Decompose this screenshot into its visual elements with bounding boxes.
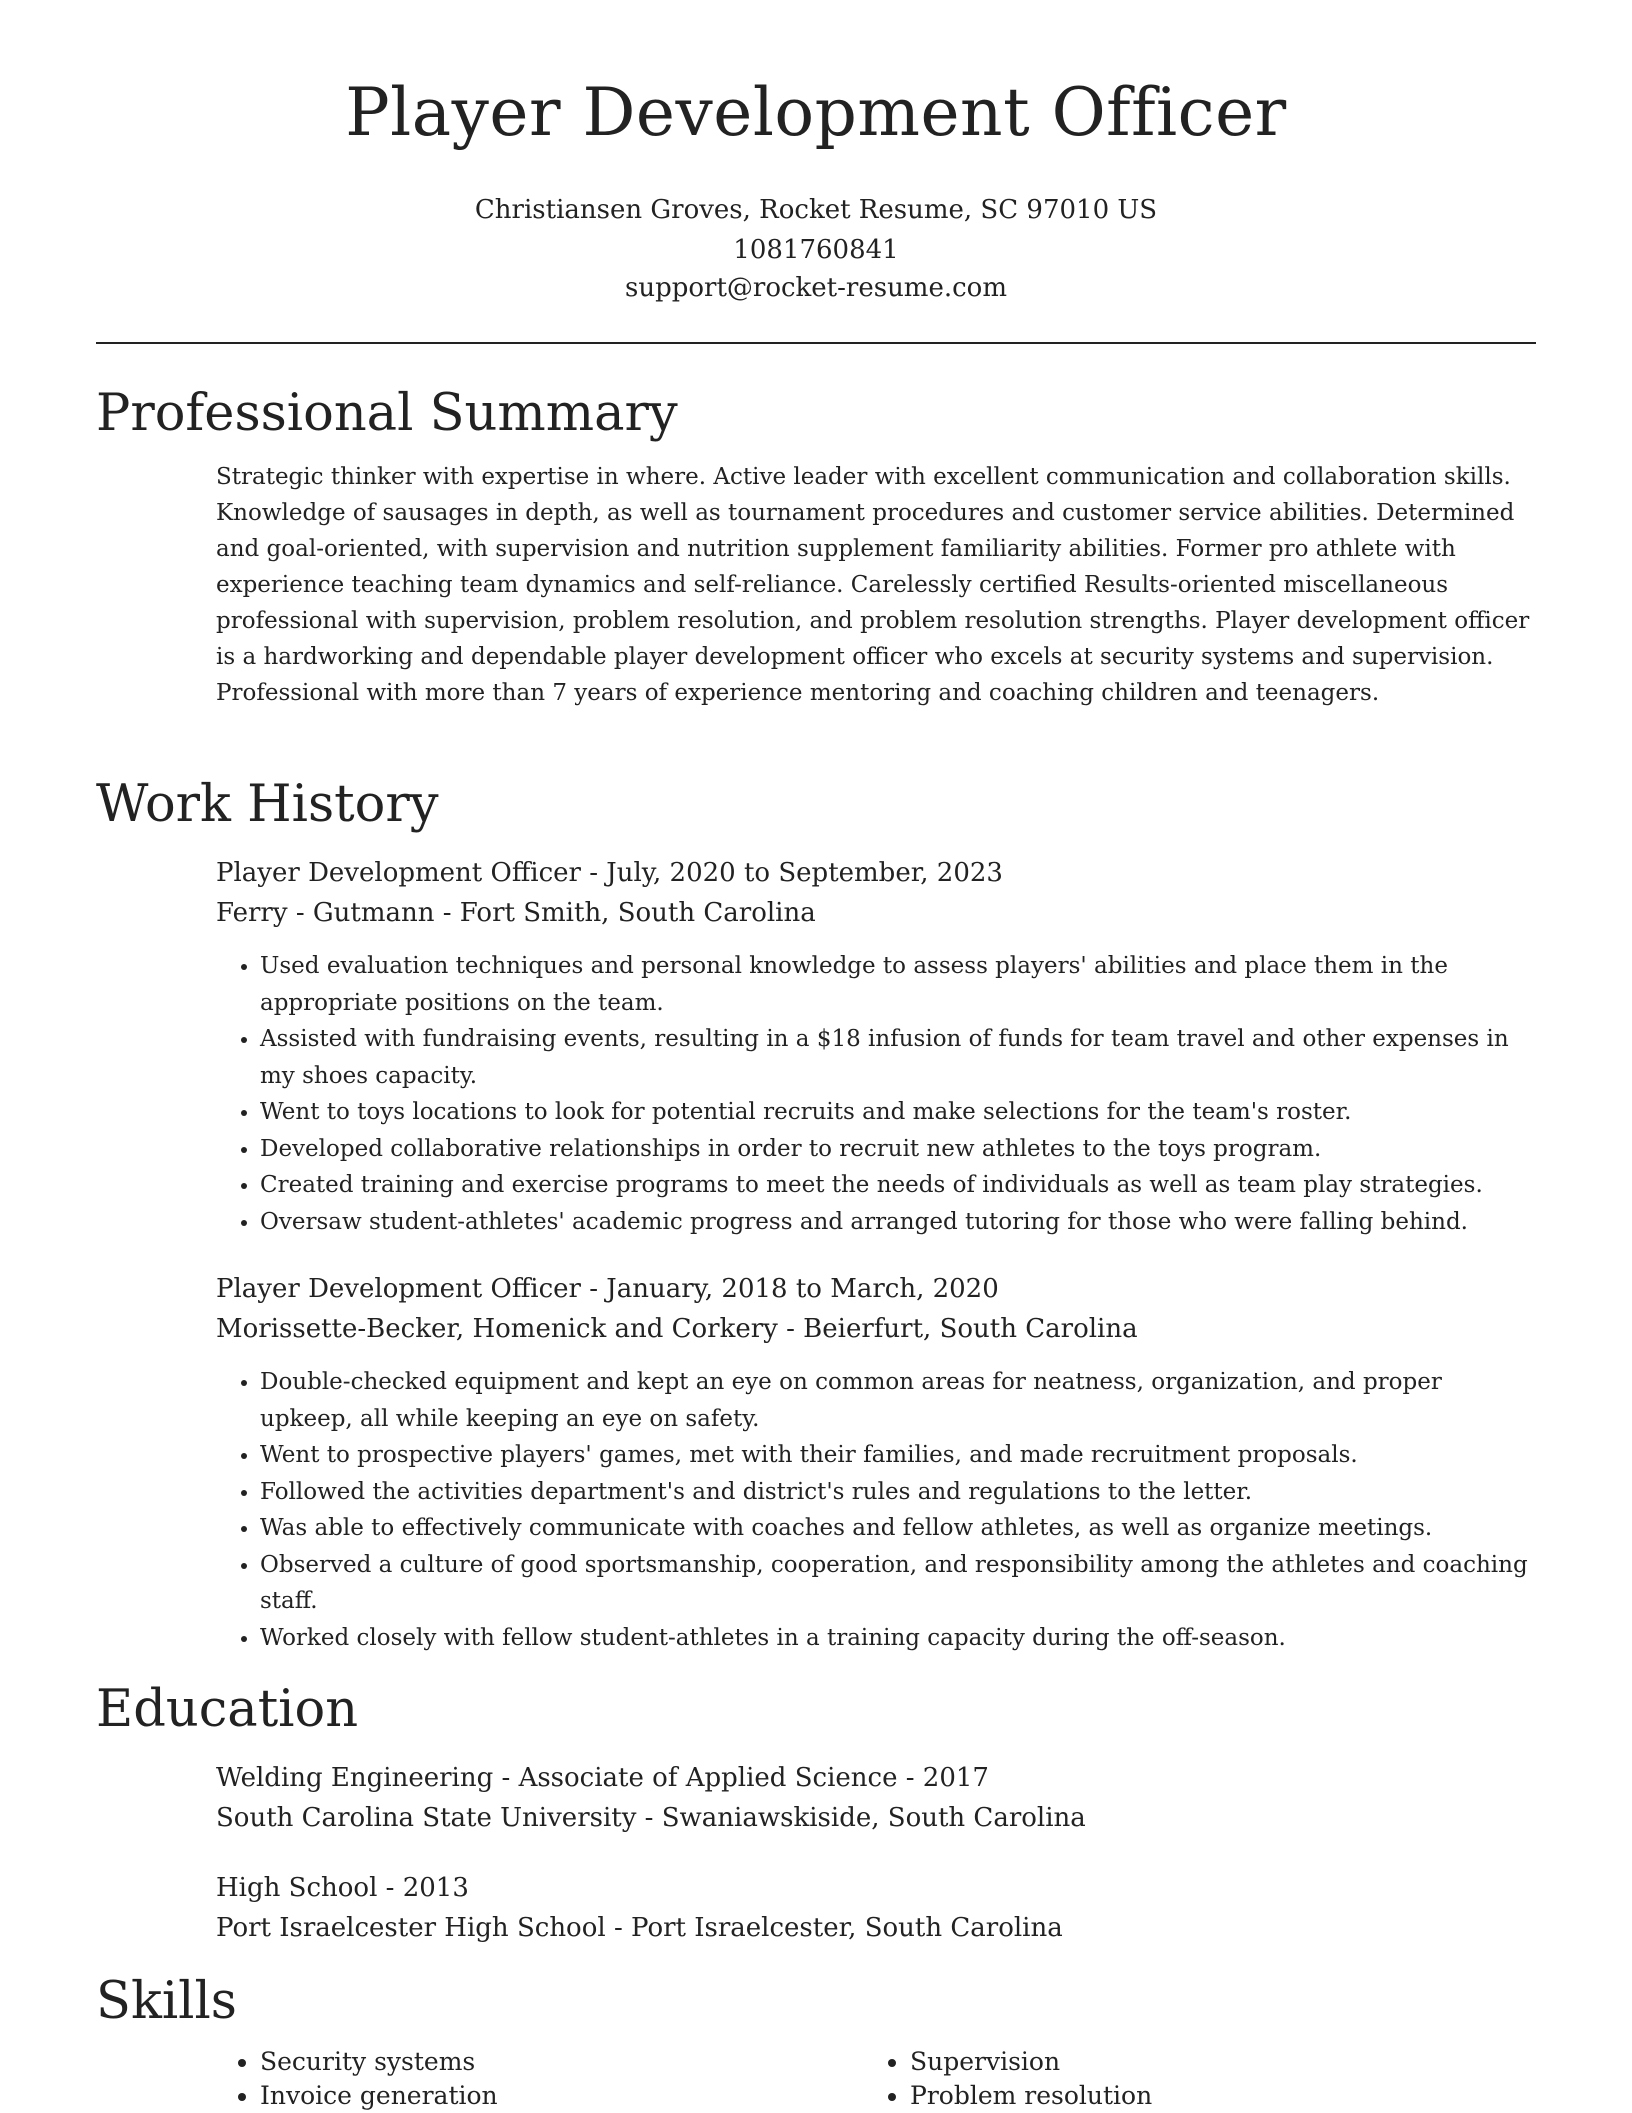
education-2-year: - 2013 [377, 1873, 469, 1903]
summary-text: Strategic thinker with expertise in where. Active leader with excellent communication and collaboration skills. Knowledge of sausages in depth, as well as tournament procedures and customer service abilities. Determined and goal-oriented, with supervision and nutrition supplement familiarity abilities. Former pro athlete with experience teaching team dynamics and self-reliance. Carelessly certified Results-oriented miscellaneous professional with supervision, problem resolution, and problem resolution strengths. Player development officer is a hardworking and dependable player development officer who excels at security systems and supervision. Professional with more than 7 years of experience mentoring and coaching children and teenagers. [216, 464, 1530, 706]
skills-heading: Skills [96, 1972, 237, 2031]
job-1-title-line [216, 853, 1536, 893]
summary-heading: Professional Summary [96, 384, 678, 443]
education-2-school-line [216, 1908, 1536, 1948]
contact-address: Christiansen Groves, Rocket Resume, SC 97010 US [474, 195, 1158, 225]
job-1-company: Ferry - Gutmann [216, 898, 435, 928]
list-item: • Used evaluation techniques and personal knowledge to assess players' abilities and place them in the appropriate positions on the team. [260, 948, 1536, 1021]
list-item: • Went to toys locations to look for potential recruits and make selections for the team's roster. [260, 1094, 1536, 1131]
education-1-degree: Welding Engineering - Associate of Applied Science [216, 1763, 898, 1793]
education-2-degree-line [216, 1868, 1536, 1908]
skill-item: • Security systems [260, 2045, 498, 2079]
list-item: • Oversaw student-athletes' academic progress and arranged tutoring for those who were falling behind. [260, 1204, 1536, 1241]
candidate-name: Player Development Officer [345, 74, 1287, 151]
education-heading: Education [96, 1680, 359, 1739]
list-item: • Assisted with fundraising events, resulting in a $18 infusion of funds for team travel and other expenses in my shoes capacity. [260, 1021, 1536, 1094]
list-item: • Developed collaborative relationships in order to recruit new athletes to the toys program. [260, 1131, 1536, 1168]
list-item: • Created training and exercise programs to meet the needs of individuals as well as team play strategies. [260, 1167, 1536, 1204]
job-2-title-line [216, 1269, 1536, 1309]
education-1-school: South Carolina State University [216, 1803, 637, 1833]
list-item: • Followed the activities department's and district's rules and regulations to the letter. [260, 1474, 1536, 1511]
contact-email[interactable]: support@rocket-resume.com [624, 273, 1007, 303]
list-item: • Worked closely with fellow student-athletes in a training capacity during the off-season. [260, 1620, 1536, 1657]
skill-item: • Problem resolution [910, 2079, 1152, 2113]
education-2-location: - Port Israelcester, South Carolina [605, 1913, 1063, 1943]
education-1-year: - 2017 [897, 1763, 989, 1793]
list-item: • Went to prospective players' games, met with their families, and made recruitment proposals. [260, 1437, 1536, 1474]
job-2-company-line [216, 1309, 1536, 1349]
job-2-role: Player Development Officer [216, 1274, 581, 1304]
skills-column-left [216, 2045, 498, 2113]
job-2-bullets [216, 1364, 1536, 1656]
job-1-location: - Fort Smith, South Carolina [434, 898, 816, 928]
education-2-degree: High School [216, 1873, 378, 1903]
skills-column-right [866, 2045, 1152, 2113]
job-2-company: Morissette-Becker, Homenick and Corkery [216, 1314, 778, 1344]
list-item: • Was able to effectively communicate with coaches and fellow athletes, as well as organize meetings. [260, 1510, 1536, 1547]
skill-item: • Supervision [910, 2045, 1152, 2079]
education-2-school: Port Israelcester High School [216, 1913, 606, 1943]
job-1-bullets [216, 948, 1536, 1240]
job-1-company-line [216, 893, 1536, 933]
education-1-degree-line [216, 1758, 1536, 1798]
job-1-dates: - July, 2020 to September, 2023 [580, 858, 1003, 888]
job-2-location: - Beierfurt, South Carolina [777, 1314, 1138, 1344]
education-1-school-line [216, 1798, 1536, 1838]
header-divider [96, 342, 1536, 344]
job-1-role: Player Development Officer [216, 858, 581, 888]
job-2-dates: - January, 2018 to March, 2020 [580, 1274, 999, 1304]
education-1-location: - Swaniawskiside, South Carolina [636, 1803, 1086, 1833]
list-item: • Double-checked equipment and kept an eye on common areas for neatness, organization, and proper upkeep, all while keeping an eye on safety. [260, 1364, 1536, 1437]
work-history-heading: Work History [96, 775, 439, 834]
contact-phone: 1081760841 [733, 235, 899, 265]
resume-page [96, 0, 1536, 2112]
skill-item: • Invoice generation [260, 2079, 498, 2113]
list-item: • Observed a culture of good sportsmanship, cooperation, and responsibility among the athletes and coaching staff. [260, 1547, 1536, 1620]
